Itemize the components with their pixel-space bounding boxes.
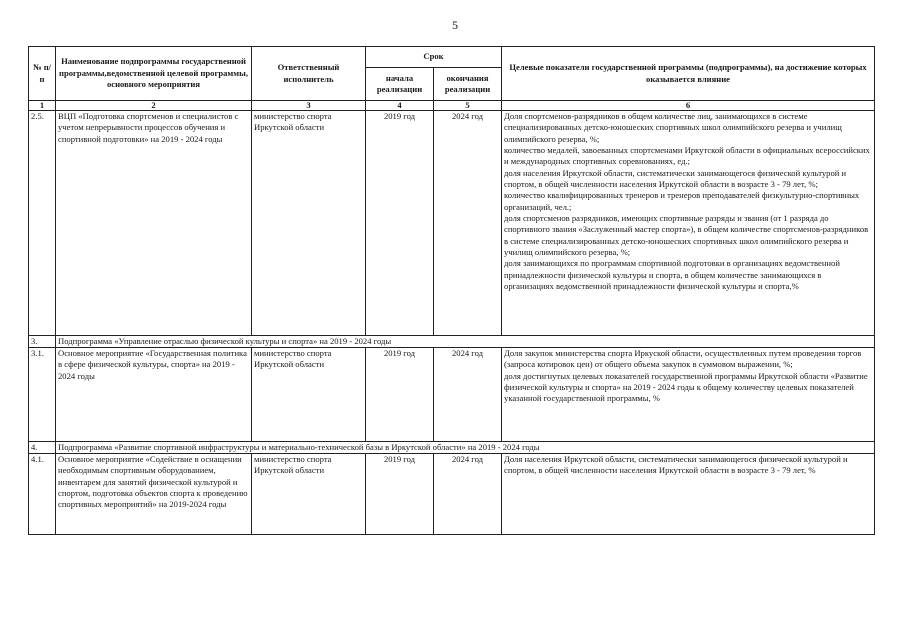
target-indicator: доля населения Иркутской области, систематически занимающегося физической культурой и спортом, в общей численности населения Иркутской области в возрасте 3 - 79 лет, %; bbox=[504, 167, 847, 190]
row-name: Основное мероприятие «Содействие в оснащении необходимым спортивным оборудованием, инвентарем для занятий физической культурой и спортом, подготовка объектов спорта к проведению спортивных мероприятий» на 2019-2024 годы bbox=[56, 454, 252, 535]
column-number: 1 bbox=[29, 101, 56, 111]
header-term: Срок bbox=[366, 47, 502, 68]
row-start: 2019 год bbox=[366, 111, 434, 336]
column-number: 6 bbox=[502, 101, 875, 111]
header-row bbox=[29, 47, 875, 68]
row-num: 3.1. bbox=[29, 348, 56, 442]
column-number: 4 bbox=[366, 101, 434, 111]
header-responsible: Ответственный исполнитель bbox=[252, 47, 366, 101]
target-indicator: Доля населения Иркутской области, систематически занимающегося физической культурой и спортом, в общей численности населения Иркутской области в возрасте 3 - 79 лет, % bbox=[504, 454, 848, 476]
header-targets: Целевые показатели государственной программы (подпрограммы), на достижение которых оказывается влияние bbox=[502, 47, 875, 101]
row-num: 3. bbox=[29, 336, 56, 348]
subprogram-name: Подпрограмма «Развитие спортивной инфраструктуры и материально-технической базы в Иркутской области» на 2019 - 2024 годы bbox=[56, 442, 875, 454]
target-indicator: доля занимающихся по программам спортивной подготовки в организациях ведомственной принадлежности физической культуры и спорта, в общем количестве занимающихся в организациях ведомственной принадлежности физической культуры и спорта,% bbox=[504, 258, 840, 292]
target-indicator: доля достигнутых целевых показателей государственной программы Иркутской области «Развитие физической культуры и спорта» на 2019 - 2024 годы к общему количеству целевых показателей указанной государственной программы, % bbox=[504, 370, 868, 404]
column-number-row bbox=[29, 101, 875, 111]
subprogram-row bbox=[29, 442, 875, 454]
subprogram-row bbox=[29, 336, 875, 348]
row-name: ВЦП «Подготовка спортсменов и специалистов с учетом непрерывности процессов обучения и спортивной подготовки» на 2019 - 2024 годы bbox=[56, 111, 252, 336]
subprogram-name: Подпрограмма «Управление отраслью физической культуры и спорта» на 2019 - 2024 годы bbox=[56, 336, 875, 348]
program-table bbox=[28, 46, 875, 535]
row-start: 2019 год bbox=[366, 348, 434, 442]
table-row bbox=[29, 454, 875, 535]
column-number: 5 bbox=[434, 101, 502, 111]
row-targets bbox=[502, 348, 875, 442]
header-term-end: окончания реализации bbox=[434, 68, 502, 101]
header-term-start: начала реализации bbox=[366, 68, 434, 101]
page-number: 5 bbox=[452, 18, 458, 32]
header-name: Наименование подпрограммы государственной программы,ведомственной целевой программы, основного мероприятия bbox=[56, 47, 252, 101]
row-start: 2019 год bbox=[366, 454, 434, 535]
target-indicator: Доля спортсменов-разрядников в общем количестве лиц, занимающихся в системе специализированных детско-юношеских спортивных школ олимпийского резерва и училищ олимпийского резерва, %; bbox=[504, 111, 842, 144]
table-row bbox=[29, 348, 875, 442]
row-targets bbox=[502, 454, 875, 535]
row-end: 2024 год bbox=[434, 348, 502, 442]
row-responsible: министерство спорта Иркутской области bbox=[252, 111, 366, 336]
row-targets bbox=[502, 111, 875, 336]
row-responsible: министерство спорта Иркутской области bbox=[252, 454, 366, 535]
table-row bbox=[29, 111, 875, 336]
row-num: 2.5. bbox=[29, 111, 56, 336]
row-responsible: министерство спорта Иркутской области bbox=[252, 348, 366, 442]
target-indicator: количество квалифицированных тренеров и тренеров преподавателей физкультурно-спортивных организаций, чел.; bbox=[504, 190, 860, 212]
target-indicator: количество медалей, завоеванных спортсменами Иркутской области в официальных всероссийских и международных спортивных соревнованиях, ед.; bbox=[504, 145, 870, 167]
target-indicator: Доля закупок министерства спорта Иркуской области, осуществленных путем проведения торгов (запроса котировок цен) от общего объема закупок в суммовом выражении, %; bbox=[504, 348, 862, 370]
row-end: 2024 год bbox=[434, 454, 502, 535]
column-number: 3 bbox=[252, 101, 366, 111]
target-indicator: доля спортсменов разрядников, имеющих спортивные разряды и звания (от 1 разряда до спортивного звания «Заслуженный мастер спорта»), в общем количестве спортсменов-разрядников в системе специализированных детско-юношеских спортивных школ олимпийского резерва и училищ олимпийского резерва, %; bbox=[504, 213, 869, 258]
row-num: 4.1. bbox=[29, 454, 56, 535]
row-num: 4. bbox=[29, 442, 56, 454]
column-number: 2 bbox=[56, 101, 252, 111]
row-name: Основное мероприятие «Государственная политика в сфере физической культуры, спорта» на 2019 - 2024 годы bbox=[56, 348, 252, 442]
row-end: 2024 год bbox=[434, 111, 502, 336]
header-num: № п/п bbox=[29, 47, 56, 101]
